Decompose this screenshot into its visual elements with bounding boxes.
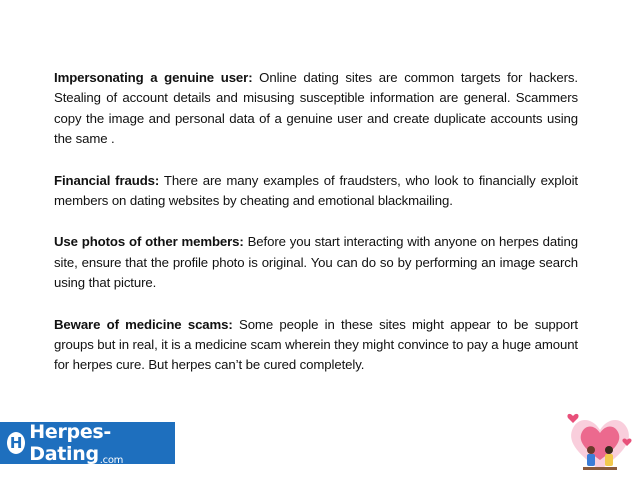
paragraph-impersonating (54, 68, 578, 150)
logo-suffix: .com (99, 455, 124, 466)
paragraph-text: Some people in these sites might appear to be support groups but in real, it is a medicine scam wherein they might convince to pay a huge amount for herpes cure. But herpes can’t be cured completely. (54, 316, 578, 373)
paragraph-heading: Impersonating a genuine user: (54, 70, 253, 85)
paragraph-use-photos (54, 232, 578, 293)
paragraph-financial-frauds (54, 171, 578, 212)
logo-name: Herpes-Dating (29, 421, 112, 465)
paragraph-heading: Beware of medicine scams: (54, 316, 233, 332)
main-content (54, 68, 578, 397)
paragraph-heading: Financial frauds: (54, 172, 160, 188)
paragraph-text: There are many examples of fraudsters, who look to financially exploit members on dating websites by cheating and emotional blackmailing. (54, 172, 578, 209)
logo-text (29, 421, 175, 465)
site-logo[interactable] (0, 422, 175, 464)
logo-badge: H (7, 432, 25, 454)
paragraph-text: Before you start interacting with anyone on herpes dating site, ensure that the profile photo is original. You can do so by performing an image search using that picture. (54, 234, 578, 291)
paragraph-text: Online dating sites are common targets for hackers. Stealing of account details and misusing susceptible information are general. Scammers copy the image and personal data of a genuine user and create duplicate accounts using the same . (54, 70, 578, 147)
couple-hearts-icon (565, 410, 635, 476)
paragraph-medicine-scams (54, 315, 578, 376)
paragraph-heading: Use photos of other members: (54, 234, 244, 250)
